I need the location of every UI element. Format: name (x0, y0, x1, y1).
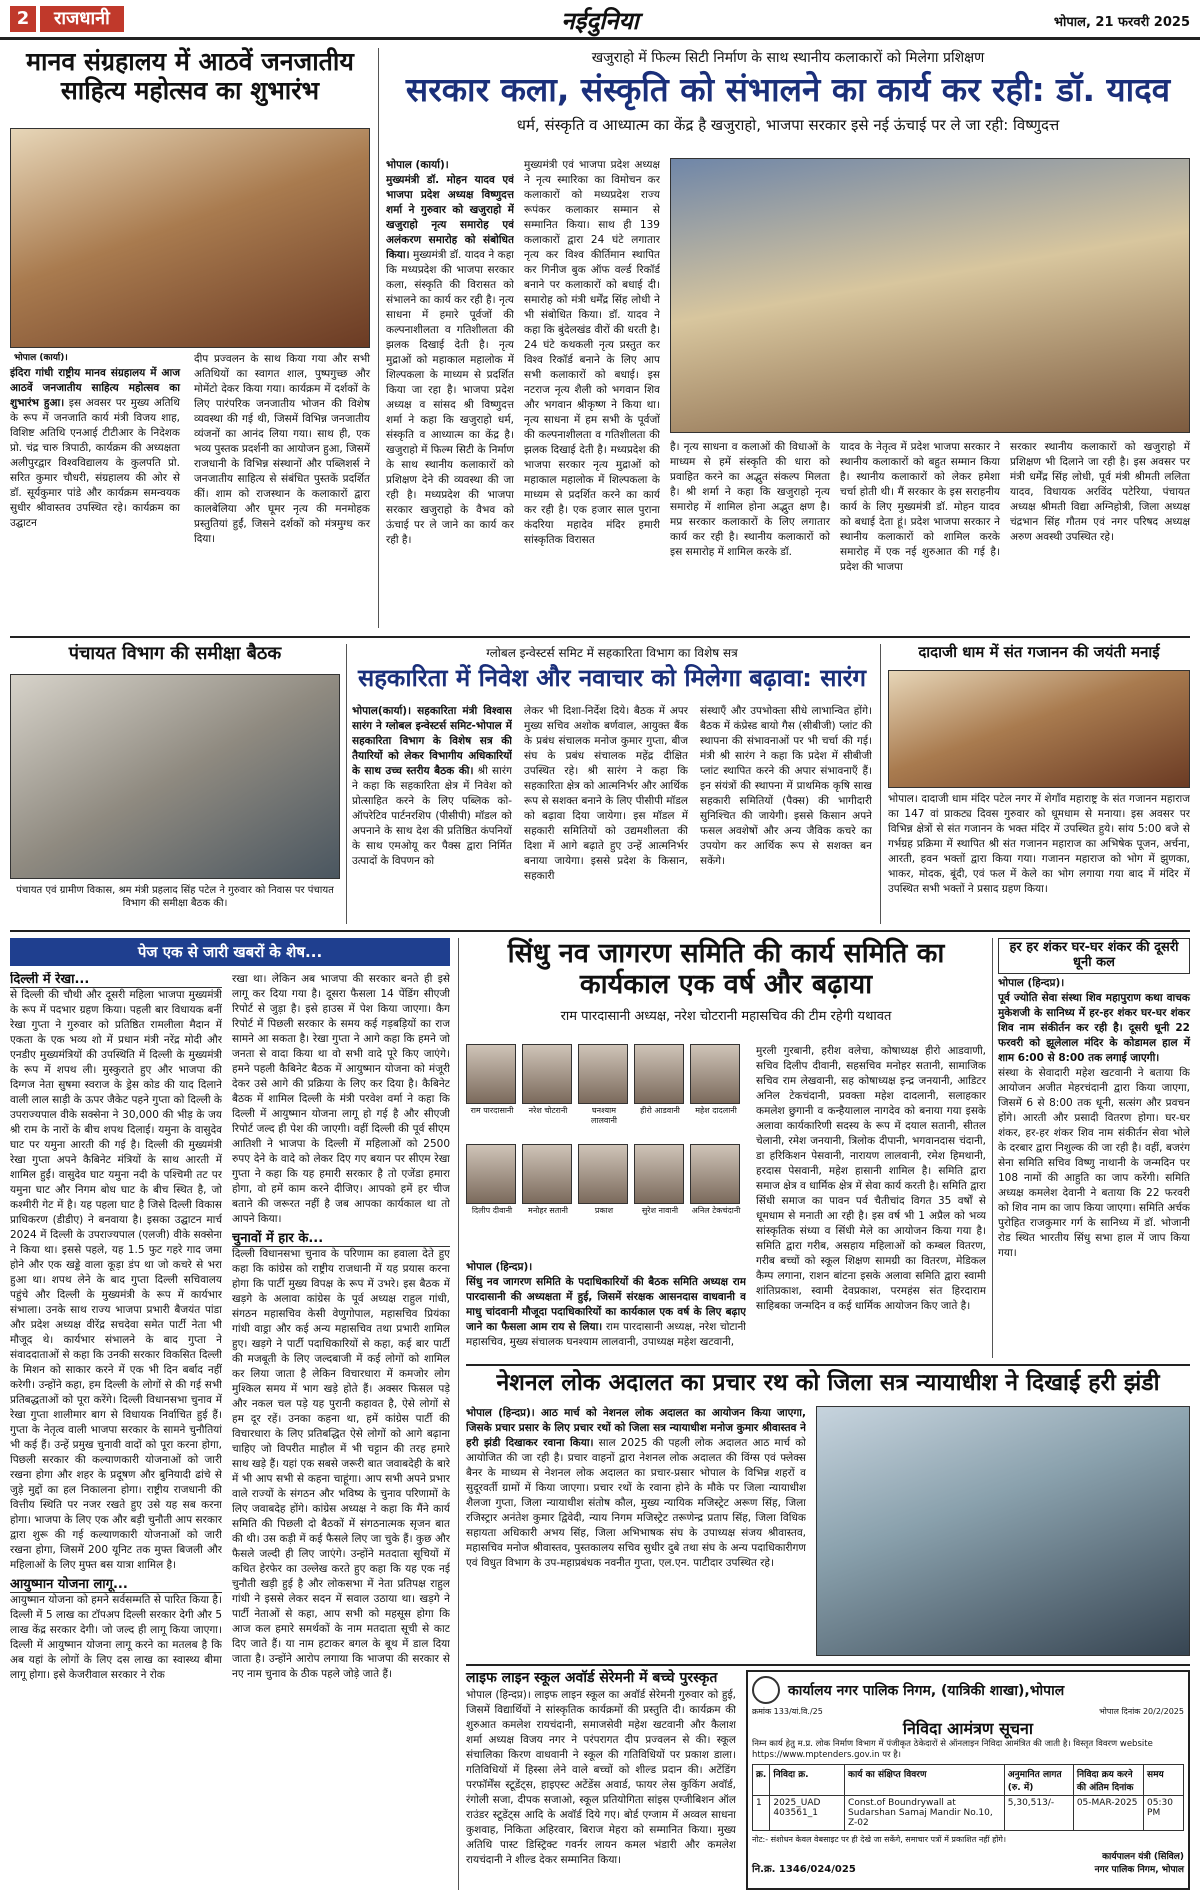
body: मुरली गुरबानी, हरीश वलेचा, कोषाध्यक्ष हीरो आडवाणी, सचिव दिलीप दीवानी, सहसचिव मनोहर सतानी, सामाजिक सचिव राम लेखवानी, सह कोषाध्यक्ष इन्द्र जनयानी, आडिटर अनिल टेकचंदानी, प्रवक्ता महेश दादलानी, सलाहकार कमलेश छुगानी व कन्हैयालाल नागदेव को बनाया गया इसके अलावा कार्यकारिणी सदस्य के रूप में दयाल सतानी, सीतल चेलानी, रमेश जनयानी, त्रिलोक दीपानी, भगवानदास चंदानी, डा हरिकिशन पेसवानी, नारायण लालवानी, रमेश हिमथानी, हरदास पेसवानी, महेश हासानी शामिल है। समिति द्वारा समाज क्षेत्र व धार्मिक क्षेत्र में सेवा कार्य करती है। समिति द्वारा सिंधी समाज का पावन पर्व चैतीचांद विगत 35 वर्षों से धूमधाम से मनाती आ रही है। इस वर्ष भी 1 अप्रैल को भव्य सांस्कृतिक संध्या व सिंधी मेले का आयोजन किया गया है। समिति द्वारा गरीब, असहाय महिलाओं को कम्बल वितरण, गरीब बच्चों को स्कूल शिक्षण सामग्री का वितरण, मेडिकल कैम्प लगाना, राशन बांटना इसके अलावा समिति द्वारा स्वामी शांतिप्रकाश, स्वामी देवप्रकाश, परमहंस संत हिरदाराम साहिबका जन्मदिन व कई धार्मिक आयोजन किए जाते है। (756, 1045, 986, 1312)
body: संस्थाएँ और उपभोक्ता सीधे लाभान्वित होंगे। बैठक में कंप्रेस्ड बायो गैस (सीबीजी) प्लांट की स्थापना की संभावनाओं पर भी चर्चा की गई। मंत्री श्री सारंग ने कहा कि प्रदेश में सीबीजी प्लांट स्थापित करने की अपार संभावनाएँ हैं। इन संयंत्रों की स्थापना में प्राथमिक कृषि साख सहकारी समितियों (पैक्स) की भागीदारी सुनिश्चित की जायेगी। इससे किसान अपने फसल अवशेषों और अन्य जैविक कचरे का उपयोग कर आर्थिक रूप से सशक्त बन सकेंगे। (700, 705, 872, 867)
lead: भोपाल (हिन्दप्र)। आठ मार्च को नेशनल लोक अदालत का आयोजन किया जाएगा, जिसके प्रचार प्रसार के लिए प्रचार रथों को जिला सत्र न्यायाधीश मनोज कुमार श्रीवास्तव ने हरी झंडी दिखाकर रवाना किया। (466, 1407, 806, 1449)
tender-notice (746, 1670, 1190, 1890)
ayushman-subhead: आयुष्मान योजना लागू... (10, 1577, 222, 1593)
headline: मानव संग्रहालय में आठवें जनजातीय साहित्य महोत्सव का शुभारंभ (26, 47, 354, 105)
table-cell: Const.of Boundrywall at Sudarshan Samaj Mandir No.10, Z-02 (845, 1796, 1005, 1831)
headline: सहकारिता में निवेश और नवाचार को मिलेगा बढ़ावा: सारंग (357, 664, 867, 692)
page-number-badge: 2 (10, 6, 36, 32)
story-sahkarita (352, 644, 872, 924)
column-header: निविदा क्र. (770, 1765, 845, 1796)
office-name: कार्यालय नगर पालिक निगम, (यात्रिकी शाखा),भोपाल (788, 1682, 1065, 1699)
column-1 (10, 366, 180, 531)
lead: सिंधु नव जागरण समिति के पदाधिकारियों की बैठक समिति अध्यक्ष राम पारदासानी की अध्यक्षता में हुई, जिसमें संरक्षक आसनदास वाधवानी व माधु चांदवानी मौजूदा पदाधिकारियों का कार्यकाल एक वर्ष के लिए बढ़ाए जाने का फैसला आम राय से लिया। (466, 1276, 746, 1333)
portrait-name: दिलीप दीवानी (471, 1206, 513, 1215)
table-cell: 2025_UAD 403561_1 (770, 1796, 845, 1831)
body: मुख्यमंत्री एवं भाजपा प्रदेश अध्यक्ष ने नृत्य स्मारिका का विमोचन कर कलाकारों को मध्यप्रदेश राज्य रूपंकर कलाकार सम्मान से सम्मानित किया। साथ ही 139 कलाकारों द्वारा 24 घंटे लगातार नृत्य कर विश्व कीर्तिमान स्थापित कर गिनीज बुक ऑफ वर्ल्ड रिकॉर्ड बनाने पर कलाकारों को बधाई दी। समारोह को मंत्री धर्मेंद्र सिंह लोधी ने भी संबोधित किया। डॉ. यादव ने कहा कि बुंदेलखंड वीरों की धरती है। 24 घंटे कथकली नृत्य प्रस्तुत कर विश्व रिकॉर्ड बनाने के लिए आप सभी कलाकारों को बधाई। इस नटराज नृत्य शैली को भगवान शिव और भगवान श्रीकृष्ण ने किया था। नृत्य साधना में हम सभी के पूर्वजों की कल्पनाशीलता व गतिशीलता की झलक दिखाई देती है। मध्यप्रदेश की भाजपा सरकार नृत्य मुद्राओं को महाकाल महालोक में शिल्पकला के माध्यम से प्रदर्शित करने का कार्य कर रही है। एक हजार साल पुराना कंदरिया महादेव मंदिर हमारी सांस्कृतिक विरासत (524, 159, 660, 546)
tender-table (752, 1764, 1184, 1831)
table-cell: 05-MAR-2025 (1073, 1796, 1143, 1831)
column-3 (670, 440, 830, 560)
congress-subhead: चुनावों में हार के... (232, 1231, 450, 1247)
headline: सिंधु नव जागरण समिति की कार्य समिति का कार्यकाल एक वर्ष और बढ़ाया (507, 938, 945, 1001)
jump-column-1 (10, 972, 222, 1892)
table-cell: 5,30,513/- (1004, 1796, 1073, 1831)
col2-text: रखा था। लेकिन अब भाजपा की सरकार बनते ही इसे लागू कर दिया गया है। दूसरा फैसला 14 पेंडिंग सीएजी रिपोर्ट से जुड़ा है। इसे हाउस में पेश किया जाएगा। कैग रिपोर्ट में पिछली सरकार के समय कई गड़बड़ियों का राज सामने आ सकता है। रेखा गुप्ता ने आगे कहा कि हमने जो जनता से वादा किया था वो सभी वादे पूरे किए जाएंगे। हमने पहली कैबिनेट बैठक में आयुष्मान योजना को मंजूरी देकर उसे आगे की प्रक्रिया के लिए कर दिया है। कैबिनेट बैठक में शामिल दिल्ली के मंत्री परवेश वर्मा ने कहा कि दिल्ली में आयुष्मान योजना लागू हो गई है और सीएजी रिपोर्ट जल्द ही पेश की जाएगी। वहीं दिल्ली की पूर्व सीएम आतिशी ने भाजपा के दिल्ली में महिलाओं को 2500 रुपए देने के वादे को लेकर दिए गए बयान पर सीएम रेखा गुप्ता ने कहा कि यह हमारी सरकार है तो एजेंडा हमारा होगा, वो हमें काम करने दीजिए। आपको हमें हर चीज बताने की जरूरत नहीं है जब आपका कार्यकाल था तो आपने किया। (232, 973, 450, 1225)
story-sindhu (466, 938, 986, 1358)
signatory-org: नगर पालिक निगम, भोपाल (1094, 1865, 1184, 1875)
table-row (753, 1796, 1184, 1831)
dadaji-photo (888, 670, 1190, 788)
column-1 (466, 1406, 806, 1660)
column-2 (524, 158, 660, 628)
ref-date: भोपाल दिनांक 20/2/2025 (1099, 1707, 1184, 1716)
signatory-title: कार्यपालन यंत्री (सिविल) (1102, 1852, 1184, 1862)
faces-grid (466, 1044, 746, 1254)
photo-credit: भोपाल (कार्या)। (14, 353, 68, 363)
portrait (634, 1144, 684, 1204)
column-2 (524, 704, 688, 924)
body: लेकर भी दिशा-निर्देश दिये। बैठक में अपर मुख्य सचिव अशोक बर्णवाल, आयुक्त बैंक के प्रबंध संचालक मनोज कुमार गुप्ता, बीज संघ के प्रबंध संचालक महेंद्र दीक्षित उपस्थित रहे। श्री सारंग ने कहा कि सहकारिता क्षेत्र को आत्मनिर्भर और आर्थिक रूप से सशक्त बनाने के लिए पीसीपी मॉडल को बढ़ावा दिया जायेगा। इस मॉडल में सहकारी समितियों को उद्यमशीलता की दिशा में आगे बढ़ाते हुए उन्हें आत्मनिर्भर बनाया जायेगा। इससे प्रदेश के किसान, सहकारी (524, 705, 688, 882)
story-lokadalat (466, 1370, 1190, 1660)
tender-footer-number: नि.क्र. 1346/024/025 (752, 1864, 856, 1875)
body: राम पारदासानी अध्यक्ष, नरेश चोटानी महासचिव, मुख्य संचालक घनश्याम लालवानी, उपाध्यक्ष महेश खटवानी, (466, 1321, 746, 1348)
story-shankar (998, 938, 1190, 1358)
tender-header (752, 1676, 1184, 1704)
column-3 (700, 704, 872, 924)
deck: राम पारदासानी अध्यक्ष, नरेश चोटरानी महासचिव की टीम रहेगी यथावत (560, 1009, 892, 1025)
portrait (522, 1144, 572, 1204)
body: भोपाल (हिन्दप्र)। लाइफ लाइन स्कूल का अवॉर्ड सेरेमनी गुरुवार को हुई, जिसमें विद्यार्थियों ने सांस्कृतिक कार्यक्रमों की प्रस्तुति दी। कार्यक्रम की शुरुआत कमलेश रायचंदानी, समाजसेवी महेश खटवानी और कैलाश शर्मा अध्यक्ष विजय नगर ने परंपरागत दीप प्रज्वलन से की। स्कूल संचालिका किरण वाधवानी ने स्कूल की गतिविधियों पर प्रकाश डाला। गतिविधियों में हिस्सा लेने वाले बच्चों को शील्ड प्रदान की। अटेंडिंग परफॉर्मेंस स्टूडेंट्स, हाइएस्ट अटेंडेंस अवार्ड, फायर लेस कुकिंग अवॉर्ड, रंगोली सजा, दीपक सजाओ, स्कूल प्रतियोगिता सांइस एग्जीबिशन ऑल राउंडर स्टूडेंट्स आदि के अवॉर्ड दिये गए। बोर्ड एग्जाम में अव्वल साधना कुशवाह, निकिता अहिरवार, बिराज मेहरा को सम्मानित किया। मुख्य अतिथि पास्ट डिस्ट्रिक्ट गवर्नर लायन कमल भंडारी और कमलेश रायचंदानी ने शील्ड देकर सम्मानित किया। (466, 1689, 736, 1867)
column-header: अनुमानित लागत (रु. में) (1004, 1765, 1073, 1796)
column-header: क्र. (753, 1765, 770, 1796)
portrait-name: घनश्याम लालवानी (591, 1106, 617, 1125)
dateline: भोपाल, 21 फरवरी 2025 (1053, 15, 1190, 30)
masthead (0, 0, 1200, 40)
lead: भोपाल(कार्या)। सहकारिता मंत्री विश्वास सारंग ने ग्लोबल इन्वेस्टर्स समिट-भोपाल में सहकारिता विभाग के विशेष सत्र की तैयारियों को लेकर विभागीय अधिकारियों के साथ उच्च स्तरीय बैठक की। (352, 705, 512, 777)
panchayat-photo (10, 674, 340, 879)
tender-note: नोट:- संशोधन केवल वेबसाइट पर ही देखे जा सकेंगे, समाचार पत्रों में प्रकाशित नहीं होंगे। (752, 1835, 1006, 1844)
jump-column-2 (232, 972, 450, 1892)
headline: सरकार कला, संस्कृति को संभालने का कार्य कर रही: डॉ. यादव (405, 70, 1171, 109)
portrait-name: अनिल टेकचंदानी (691, 1206, 741, 1215)
headline: दादाजी धाम में संत गजानन की जयंती मनाई (918, 643, 1160, 661)
portrait (634, 1044, 684, 1104)
column-2 (756, 1044, 986, 1358)
tender-signatory (1095, 1849, 1184, 1875)
story-panchayat (10, 644, 340, 924)
kicker: खजुराहो में फिल्म सिटी निर्माण के साथ स्थानीय कलाकारों को मिलेगा प्रशिक्षण (591, 50, 985, 66)
tender-intro: निम्न कार्य हेतु म.प्र. लोक निर्माण विभाग में पंजीकृत ठेकेदारों से ऑनलाइन निविदा आमंत्रित की जाती है। विस्तृत विवरण website https://www.mptenders.gov.in पर है। (752, 1739, 1153, 1760)
portrait-name: महेश दादलानी (695, 1106, 737, 1115)
column-1 (386, 158, 514, 628)
body: भोपाल। दादाजी धाम मंदिर पटेल नगर में शेगाँव महाराष्ट्र के संत गजानन महाराज का 147 वां प्राकट्य दिवस गुरुवार को धूमधाम से मनाया। इस अवसर पर विभिन्न क्षेत्रों से संत गजानन के भक्त मंदिर में उपस्थित हुये। सांय 5:00 बजे से गर्भग्रह प्रक्रिमा में स्थापित श्री संत गजानन महाराज का अभिषेक पूजन, अर्चना, आरती, हवन भक्तों द्वारा किया गया। गजानन महाराज को भोग में झुणका, भाकर, मोदक, बूंदी, एवं फल में केले का भोग लगाया गया बाद में मंदिर में उपस्थित सभी भक्तों ने प्रसाद ग्रहण किया। (888, 793, 1190, 895)
paper-logo: नईदुनिया (561, 6, 639, 35)
portrait (466, 1144, 516, 1204)
body: मुख्यमंत्री डॉ. यादव ने कहा कि मध्यप्रदेश की भाजपा सरकार कला, संस्कृति की विरासत को संभालने का कार्य कर रही है। नृत्य साधना में हमारे पूर्वजों की कल्पनाशीलता व गतिशीलता की झलक दिखाई देती है। नृत्य मुद्राओं को महाकाल महालोक में शिल्पकला के माध्यम से प्रदर्शित किया जा रहा है। भाजपा प्रदेश अध्यक्ष व सांसद श्री विष्णुदत्त शर्मा ने कहा कि खजुराहो धर्म, संस्कृति व आध्यात्म का केंद्र है। खजुराहो में फिल्म सिटी के निर्माण के साथ स्थानीय कलाकारों को प्रशिक्षण देने की व्यवस्था की जा रही है। मध्यप्रदेश की भाजपा सरकार खजुराहो के वैभव को ऊंचाई पर ले जाने का कार्य कर रही है। (386, 249, 514, 546)
section-name: राजधानी (40, 6, 124, 32)
congress-text: दिल्ली विधानसभा चुनाव के परिणाम का हवाला देते हुए कहा कि कांग्रेस को राष्ट्रीय राजधानी में यह प्रयास करना होगा कि पार्टी मुख्य विपक्ष के रूप में उभरे। इस बैठक में खड़गे के अलावा कांग्रेस के पूर्व अध्यक्ष राहुल गांधी, संगठन महासचिव केसी वेणुगोपाल, महासचिव प्रियंका गांधी वाड्रा और कई अन्य महासचिव तथा प्रभारी शामिल हुए। खड़गे ने पार्टी पदाधिकारियों से कहा, कई बार पार्टी की मजबूती के लिए जल्दबाजी में कई लोगों को शामिल कर लिया जाता है लेकिन विचारधारा में कमजोर लोग मुश्किल समय में भाग खड़े होते हैं। अक्सर फिसल पड़े और नकल चल पड़े यह पुरानी कहावत है, ऐसे लोगों से हम दूर रहें। उनका कहना था, हमें कांग्रेस पार्टी की विचारधारा के लिए प्रतिबद्धित ऐसे लोगों को आगे बढ़ाना चाहिए जो विपरीत माहौल में भी चट्टान की तरह हमारे साथ खड़े हैं। यहां एक सबसे जरूरी बात जवाबदेही के बारे में भी आप सभी से कहना चाहूंगा। आप सभी अपने प्रभार वाले राज्यों के संगठन और भविष्य के चुनाव परिणामों के लिए जवाबदेह होंगे। कांग्रेस अध्यक्ष ने कहा कि मैंने कार्य समिति की पिछली दो बैठकों में संगठनात्मक सृजन बात की थी। उस कड़ी में कई फैसले लिए जा चुके हैं। कुछ और फैसले जल्दी ही लिए जाएंगे। उन्होंने मतदाता सूचियों में कथित हेरफेर का उल्लेख करते हुए कहा कि यह एक नई चुनौती खड़ी हुई है और लोकसभा में नेता प्रतिपक्ष राहुल गांधी ने इससे लेकर सदन में सवाल उठाया था। खड़गे ने पार्टी नेताओं से कहा, आप सभी को महसूस होगा कि आज कल हमारे समर्थकों के नाम मतदाता सूची से काट दिए जाते हैं। या नाम हटाकर बगल के बूथ में डाल दिया जाता है। उन्होंने आरोप लगाया कि भाजपा की सरकार से नए नाम चुनाव के ठीक पहले जोड़े जाते हैं। (232, 1248, 450, 1680)
column-4 (840, 440, 1000, 575)
portrait (578, 1144, 628, 1204)
story-lifeline (466, 1670, 736, 1890)
column-5 (1010, 440, 1190, 545)
portrait (522, 1044, 572, 1104)
lead: मुख्यमंत्री डॉ. मोहन यादव एवं भाजपा प्रदेश अध्यक्ष विष्णुदत्त शर्मा ने गुरुवार को खजुराहो में खजुराहो नृत्य समारोह एवं अलंकरण समारोह को संबोधित किया। (386, 174, 514, 261)
delhi-text: से दिल्ली की चौथी और दूसरी महिला भाजपा मुख्यमंत्री के रूप में पदभार ग्रहण किया। पहली बार विधायक बनीं रेखा गुप्ता ने गुरुवार को प्रतिष्ठित रामलीला मैदान में एकता के एक भव्य शो में प्रधान मंत्री नरेंद्र मोदी और एनडीए मुख्यमंत्रियों की उपस्थिति में दिल्ली के मुख्यमंत्री के रूप में शपथ ली। मुस्कुराते हुए और भाजपा की दिग्गज नेता सुषमा स्वराज के ड्रेस कोड की याद दिलाने वाली लाल साड़ी के ऊपर जैकेट पहने गुप्ता को दिल्ली के उपराज्यपाल वीके सक्सेना ने 30,000 की भीड़ के जय श्री राम के नारों के बीच शपथ दिलाई। यमुना के वासुदेव घाट पर यमुना आरती की गई है। दिल्ली की मुख्यमंत्री रेखा गुप्ता अपने कैबिनेट मंत्रियों के साथ आरती में शामिल हुईं। वासुदेव घाट यमुना नदी के पश्चिमी तट पर यमुना घाट और निगम बोध घाट के बीच स्थित है, जो कश्मीरी गेट में है। यह पहला घाट है जिसे दिल्ली विकास प्राधिकरण (डीडीए) ने बनवाया है। इसका उद्घाटन मार्च 2024 में दिल्ली के उपराज्यपाल (एलजी) वीके सक्सेना ने किया था। इससे पहले, यह 1.5 फुट गहरे गाद जमा होने और एक खड्डे वाला कूड़ा डंप था जो कचरे से भरा हुआ था। शपथ लेने के बाद गुप्ता दिल्ली सचिवालय पहुंचे और दिल्ली के मुख्यमंत्री के रूप में कार्यभार संभाला। उनके साथ राज्य भाजपा प्रभारी बैजयंत पांडा और प्रदेश अध्यक्ष वीरेंद्र सचदेवा समेत पार्टी नेता भी मौजूद थे। कार्यभार संभालने के बाद गुप्ता ने संवाददाताओं से कहा कि उनकी सरकार विकसित दिल्ली के मिशन को साकार करने में एक भी दिन बर्बाद नहीं करेगी। उन्होंने कहा, हम दिल्ली के लोगों से की गई सभी प्रतिबद्धताओं को पूरा करेंगे। दिल्ली विधानसभा चुनाव में रेखा गुप्ता शालीमार बाग से विधायक निर्वाचित हुई हैं। गुप्ता के नेतृत्व वाली भाजपा सरकार के सामने चुनौतियां भी कई हैं। उन्हें प्रमुख चुनावी वादों को पूरा करना होगा, पिछली सरकार की कल्याणकारी योजनाओं को जारी रखना होगा और शहर के प्रदूषण और बुनियादी ढांचे से जुड़े मुद्दों का हल निकालना होगा। राष्ट्रीय राजधानी की वित्तीय स्थिति पर नजर रखते हुए उसे यह सब करना होगा। भाजपा के लिए एक और बड़ी चुनौती आप सरकार द्वारा शुरू की गई कल्याणकारी योजनाओं को जारी रखना होगा, जिसमें 200 यूनिट तक मुफ्त बिजली और महिलाओं के लिए मुफ्त बस यात्रा शामिल है। (10, 989, 222, 1571)
lead: इंदिरा गांधी राष्ट्रीय मानव संग्रहालय में आज आठवें जनजातीय साहित्य महोत्सव का शुभारंभ हुआ। (10, 367, 180, 409)
body: श्री सारंग ने कहा कि सहकारिता क्षेत्र में निवेश को प्रोत्साहित करने के लिए पब्लिक को-ऑपरेटिव पार्टनरशिप (पीसीपी) मॉडल को अपनाने के साथ देश की प्रतिष्ठित कंपनियों के साथ एमओयू कर पैक्स द्वारा निर्मित उत्पादों के विपणन को (352, 765, 512, 867)
portrait-name: नरेश चोटरानी (528, 1106, 568, 1115)
jump-band: पेज एक से जारी खबरों के शेष... (10, 938, 450, 966)
portrait (466, 1044, 516, 1104)
deck: धर्म, संस्कृति व आध्यात्म का केंद्र है खजुराहो, भाजपा सरकार इसे नई ऊंचाई पर ले जा रही: विष्णुदत्त (516, 115, 1060, 134)
story-khajuraho (386, 48, 1190, 628)
body: सरकार स्थानीय कलाकारों को खजुराहो में प्रशिक्षण भी दिलाने जा रही है। इस अवसर पर मंत्री धर्मेंद्र सिंह लोधी, पूर्व मंत्री श्रीमती ललिता यादव, विधायक अरविंद पटेरिया, पंचायत अध्यक्ष श्रीमती विद्या अग्निहोत्री, जिला अध्यक्ष चंद्रभान सिंह गौतम एवं नगर परिषद अध्यक्ष अरुण अवस्थी उपस्थित रहे। (1010, 441, 1190, 543)
ayushman-text: आयुष्मान योजना को हमने सर्वसम्मति से पारित किया है। दिल्ली में 5 लाख का टॉपअप दिल्ली सरकार देगी और 5 लाख केंद्र सरकार देगी। जो जल्द ही लागू किया जाएगा। दिल्ली में आयुष्मान योजना लागू करने का मतलब है कि अब यहां के लोगों के लिए दस लाख का स्वास्थ्य बीमा लागू होगा। इसे केजरीवाल सरकार ने रोक (10, 1594, 222, 1681)
column-header: कार्य का संक्षिप्त विवरण (845, 1765, 1005, 1796)
museum-photo (10, 128, 370, 348)
story-museum (10, 48, 370, 628)
ref-number: क्रमांक 133/यां.वि./25 (752, 1707, 823, 1716)
story-dadaji (888, 644, 1190, 924)
lokadalat-photo (816, 1406, 1190, 1656)
column-header: निविदा क्रय करने की अंतिम दिनांक (1073, 1765, 1143, 1796)
column-1 (466, 1260, 746, 1358)
tender-title: निविदा आमंत्रण सूचना (902, 1719, 1034, 1738)
table-header-row (753, 1765, 1184, 1796)
portrait-name: मनोहर सतानी (528, 1206, 568, 1215)
headline: नेशनल लोक अदालत का प्रचार रथ को जिला सत्र न्यायाधीश ने दिखाई हरी झंडी (496, 1370, 1160, 1396)
portrait-name: प्रकाश (594, 1206, 614, 1215)
body: साल 2025 की पहली लोक अदालत आठ मार्च को आयोजित की जा रही है। प्रचार वाहनों द्वारा नेशनल लोक अदालत की विंग्स एवं फ्लेक्स बैनर के माध्यम से नेशनल लोक अदालत का प्रचार-प्रसार भोपाल के विभिन्न शहरों व सुदूरवर्ती ग्रामों में किया जाएगा। प्रचार रथों के रवाना होने के मौके पर जिला न्यायाधीश शैलजा गुप्ता, जिला न्यायाधीश संतोष कौल, मुख्य न्यायिक मजिस्ट्रेट अरूण सिंह, जिला रजिस्ट्रार अनंतेश कुमार द्विवेदी, न्याय निगम मजिस्ट्रेट तरूणेन्द्र प्रताप सिंह, जिला विधिक सहायता अधिकारी अभय सिंह, जिला अभिभाषक संघ के उपाध्यक्ष संजय श्रीवास्तव, महासचिव मनोज श्रीवास्तव, पुस्तकालय सचिव सुधीर दुबे तथा संघ के अन्य पदाधिकारीगण एवं विधुत विभाग के उप-महाप्रबंधक नवनीत गुप्ता, एल.एन. पाटीदार उपस्थित रहे। (466, 1437, 806, 1569)
photo-caption: पंचायत एवं ग्रामीण विकास, श्रम मंत्री प्रहलाद सिंह पटेल ने गुरुवार को निवास पर पंचायत विभाग की समीक्षा बैठक की। (16, 885, 334, 909)
portrait (578, 1044, 628, 1104)
body: इस अवसर पर मुख्य अतिथि के रूप में जनजाति कार्य मंत्री विजय शाह, विशिष्ट अतिथि एनआई टीटीआर के निदेशक प्रो. चंद्र चारु त्रिपाठी, कार्यक्रम की अध्यक्षता अलीपुरद्वार विश्वविद्यालय के कुलपति प्रो. सरित कुमार चौधरी, संग्रहालय की ओर से डॉ. सूर्यकुमार पांडे और कार्यक्रम समन्वयक सुधीर श्रीवास्तव उपस्थित रहे। कार्यक्रम का उद्घाटन (10, 397, 180, 529)
kicker: ग्लोबल इन्वेस्टर्स समिट में सहकारिता विभाग का विशेष सत्र (486, 646, 738, 660)
delhi-subhead: दिल्ली में रेखा... (10, 972, 222, 988)
column-header: समय (1144, 1765, 1184, 1796)
portrait-name: हीरो आडवानी (640, 1106, 680, 1115)
body: है। नृत्य साधना व कलाओं की विधाओं के माध्यम से हमें संस्कृति की धारा को प्रवाहित करने का अद्भुत संकल्प मिलता है। श्री शर्मा ने कहा कि खजुराहो नृत्य समारोह में शामिल होना अद्भुत क्षण है। मप्र सरकार कलाकारों के लिए लगातार कार्य कर रही है। स्थानीय कलाकारों को इस समारोह में शामिल करके डॉ. (670, 441, 830, 558)
table-cell: 05:30 PM (1144, 1796, 1184, 1831)
lead: पूर्व ज्योति सेवा संस्था शिव महापुराण कथा वाचक मुकेशजी के सानिध्य में हर-हर शंकर घर-घर शंकर शिव नाम संकीर्तन कर रही है। दूसरी धूनी 22 फरवरी को झूलेलाल मंदिर के कोडामल हाल में शाम 6:00 से 8:00 तक लगाई जाएगी। (998, 991, 1190, 1064)
emblem-icon (752, 1676, 780, 1704)
body: यादव के नेतृत्व में प्रदेश भाजपा सरकार ने स्थानीय कलाकारों को बहुत सम्मान किया है। स्थानीय कलाकारों को लेकर हमेशा चर्चा होती थी। मैं सरकार के इस सराहनीय कार्य के लिए मुख्यमंत्री डॉ. मोहन यादव को बधाई देता हूं। प्रदेश भाजपा सरकार ने स्थानीय कलाकारों को शामिल करके समारोह में एक नई शुरुआत की गई है। प्रदेश की भाजपा (840, 441, 1000, 573)
table-cell: 1 (753, 1796, 770, 1831)
dateline: भोपाल (कार्या)। (386, 159, 449, 171)
headline: लाइफ लाइन स्कूल अवॉर्ड सेरेमनी में बच्चे पुरस्कृत (466, 1670, 718, 1686)
dateline: भोपाल (हिन्दप्र)। (466, 1261, 533, 1273)
portrait (690, 1144, 740, 1204)
portrait-name: सुरेश नावानी (641, 1206, 679, 1215)
body: संस्था के सेवादारी महेश खटवानी ने बताया कि आयोजन अजीत मेहरचंदानी द्वारा किया जाएगा, जिसमें 6 से 8:00 तक धूनी, सत्संग और प्रवचन होंगे। आरती और प्रसादी वितरण होगा। घर-घर शंकर, हर-हर शंकर शिव नाम संकीर्तन सेवा भोले के दरबार द्वारा निशुल्क की जा रही है। वहीं, बजरंग सेना समिति सचिव विष्णु नाथानी के जन्मदिन पर 108 नामों की आहुति का जाप करेंगी। समिति अध्यक्ष कमलेश देवानी ने बताया कि 22 फरवरी को शिव नाम का जाप किया जाएगा। समिति अर्चक पुरोहित राजकुमार गर्ग के सानिध्य में डॉ. भोजानी रोड स्थित भारतीय सिंधु सभा हाल में जाप किया गया। (998, 1066, 1190, 1259)
column-1 (352, 704, 512, 924)
body-continued: दीप प्रज्वलन के साथ किया गया और सभी अतिथियों का स्वागत शाल, पुष्पगुच्छ और मोमेंटो देकर किया गया। कार्यक्रम में दर्शकों के लिए पारंपरिक जनजातीय भोजन की विशेष व्यवस्था की गई थी, जिसमें विभिन्न जनजातीय व्यंजनों का आनंद लिया गया। साथ ही, एक भव्य पुस्तक प्रदर्शनी का आयोजन हुआ, जिसमें राजधानी के विभिन्न संस्थानों और पब्लिशर्स ने जनजातीय साहित्य से संबंधित पुस्तकें प्रदर्शित कीं। शाम को राजस्थान के कलाकारों द्वारा कालबेलिया और घूमर नृत्य की मनमोहक प्रस्तुतियां हुईं, जिसने दर्शकों को मंत्रमुग्ध कर दिया। (194, 353, 370, 545)
dateline: भोपाल (हिन्दप्र)। (998, 976, 1065, 989)
portrait-name: राम पारदासानी (470, 1106, 514, 1115)
portrait (690, 1044, 740, 1104)
headline: हर हर शंकर घर-घर शंकर की दूसरी धूनी कल (998, 938, 1190, 974)
khajuraho-photo (670, 158, 1190, 433)
headline: पंचायत विभाग की समीक्षा बैठक (68, 643, 282, 664)
column-2 (194, 352, 370, 547)
